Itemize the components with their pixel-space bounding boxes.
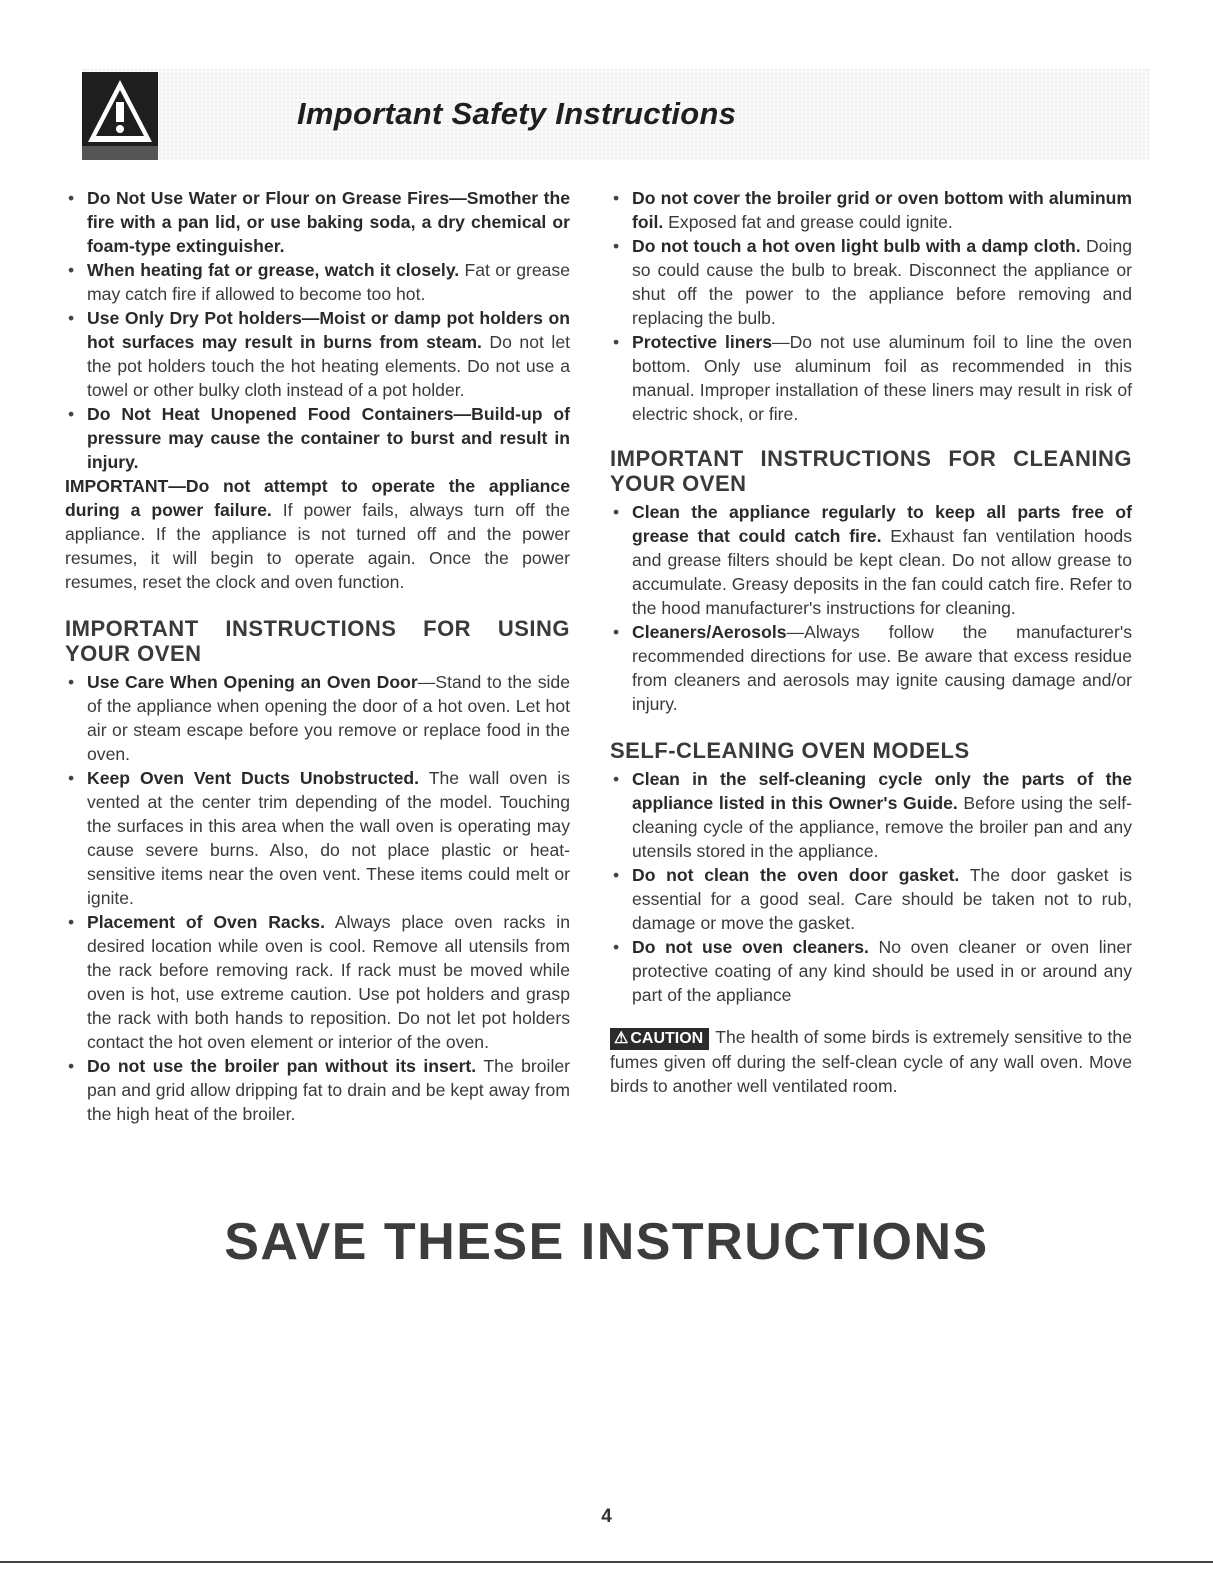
caution-badge: ⚠ CAUTION (610, 1028, 709, 1050)
list-item: • Use Only Dry Pot holders—Moist or damp pot holders on hot surfaces may result in burns from steam. Do not let the pot holders touch the hot heating elements. Do not use a towel or other bulky cloth instead of a pot holder. (65, 306, 570, 402)
list-item: • Do Not Heat Unopened Food Containers—Build-up of pressure may cause the container to burst and result in injury. (65, 402, 570, 474)
list-item: • Do Not Use Water or Flour on Grease Fires—Smother the fire with a pan lid, or use baking soda, a dry chemical or foam-type extinguisher. (65, 186, 570, 258)
list-item: • Do not use oven cleaners. No oven cleaner or oven liner protective coating of any kind should be used in or around any part of the appliance (610, 935, 1132, 1007)
list-item: • Clean the appliance regularly to keep all parts free of grease that could catch fire. Exhaust fan ventilation hoods and grease filters should be kept clean. Do not allow grease to accumulate. Greasy deposits in the fan could catch fire. Refer to the hood manufacturer's instructions for cleaning. (610, 500, 1132, 620)
list-item: • Cleaners/Aerosols—Always follow the manufacturer's recommended directions for use. Be aware that excess residue from cleaners and aerosols may ignite causing damage and/or injury. (610, 620, 1132, 716)
page-title: Important Safety Instructions (297, 96, 737, 131)
list-item: • Do not cover the broiler grid or oven bottom with aluminum foil. Exposed fat and grease could ignite. (610, 186, 1132, 234)
right-column (610, 186, 1132, 1098)
section-heading-self-cleaning: SELF-CLEANING OVEN MODELS (610, 738, 970, 763)
list-item: • When heating fat or grease, watch it closely. Fat or grease may catch fire if allowed to become too hot. (65, 258, 570, 306)
caution-paragraph: ⚠ CAUTION The health of some birds is extremely sensitive to the fumes given off during the self-clean cycle of any wall oven. Move birds to another well ventilated room. (610, 1027, 1132, 1096)
header-banner (82, 68, 1150, 160)
left-column (65, 186, 570, 1126)
save-instructions-banner: SAVE THESE INSTRUCTIONS (224, 1213, 989, 1271)
list-item: • Placement of Oven Racks. Always place oven racks in desired location while oven is cool. Remove all utensils from the rack before removing rack. If rack must be moved while oven is hot, use extreme caution. Use pot holders and grasp the rack with both hands to reposition. Do not let pot holders contact the hot oven element or interior of the oven. (65, 910, 570, 1054)
page-number: 4 (601, 1506, 612, 1527)
warning-triangle-icon (82, 72, 158, 160)
list-item: • Use Care When Opening an Oven Door—Stand to the side of the appliance when opening the door of a hot oven. Let hot air or steam escape before you remove or replace food in the oven. (65, 670, 570, 766)
list-item: • Clean in the self-cleaning cycle only the parts of the appliance listed in this Owner's Guide. Before using the self-cleaning cycle of the appliance, remove the broiler pan and any utensils stored in the appliance. (610, 767, 1132, 863)
power-failure-paragraph: IMPORTANT—Do not attempt to operate the appliance during a power failure. If power fails, always turn off the appliance. If the appliance is not turned off and the power resumes, it will begin to operate again. Once the power resumes, reset the clock and oven function. (65, 476, 571, 592)
list-item: • Do not clean the oven door gasket. The door gasket is essential for a good seal. Care should be taken not to rub, damage or move the gasket. (610, 863, 1132, 935)
list-item: • Do not use the broiler pan without its insert. The broiler pan and grid allow dripping fat to drain and be kept away from the high heat of the broiler. (65, 1054, 570, 1126)
section-heading-using-oven: IMPORTANT INSTRUCTIONS FOR USING YOUR OVEN (65, 616, 570, 666)
bottom-rule (0, 1561, 1213, 1563)
caution-triangle-icon: ⚠ (614, 1030, 629, 1047)
section-heading-cleaning: IMPORTANT INSTRUCTIONS FOR CLEANING YOUR OVEN (610, 446, 1132, 496)
list-item: • Keep Oven Vent Ducts Unobstructed. The wall oven is vented at the center trim depending of the model. Touching the surfaces in this area when the wall oven is operating may cause severe burns. Also, do not place plastic or heat-sensitive items near the oven vent. These items could melt or ignite. (65, 766, 570, 910)
list-item: • Protective liners—Do not use aluminum foil to line the oven bottom. Only use aluminum foil as recommended in this manual. Improper installation of these liners may result in risk of electric shock, or fire. (610, 330, 1132, 426)
list-item: • Do not touch a hot oven light bulb with a damp cloth. Doing so could cause the bulb to break. Disconnect the appliance or shut off the power to the appliance before removing and replacing the bulb. (610, 234, 1132, 330)
